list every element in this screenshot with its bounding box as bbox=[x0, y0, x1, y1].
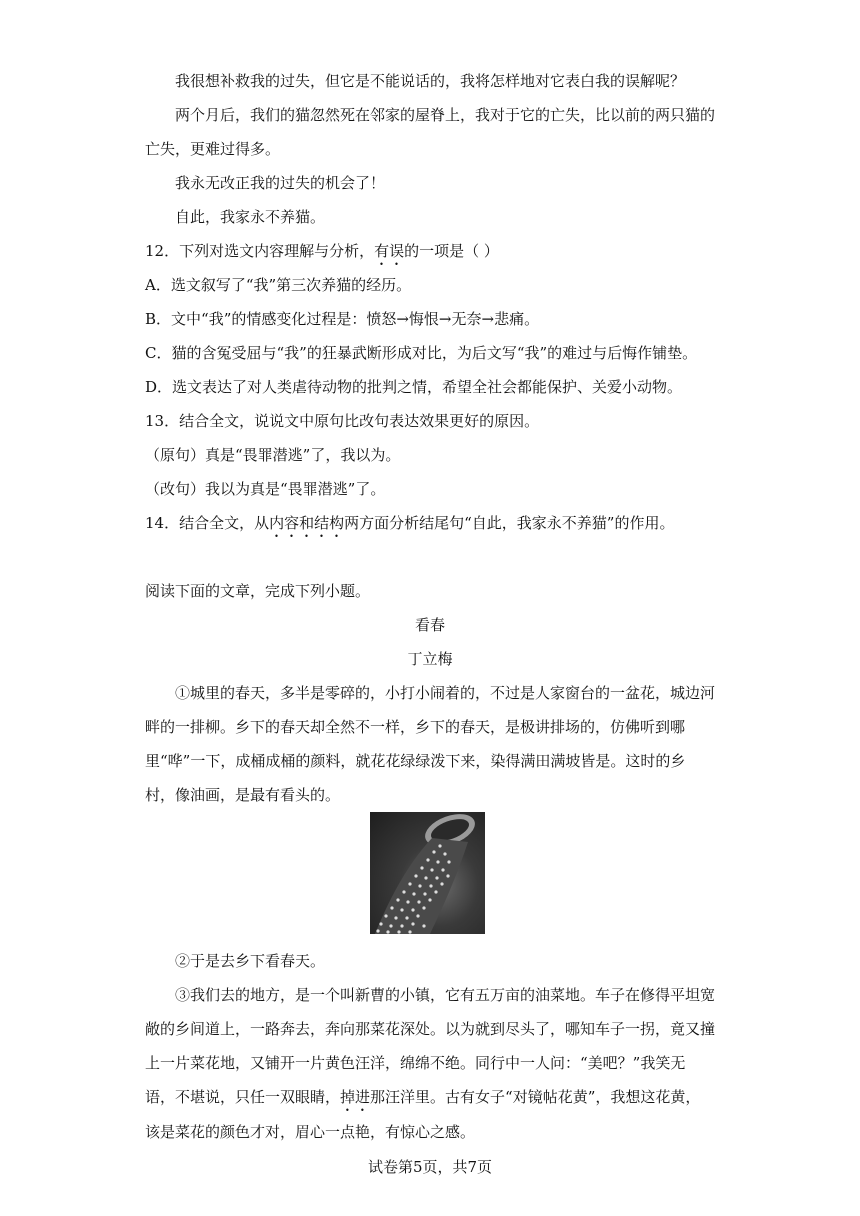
question-13-stem: 13．结合全文，说说文中原句比改句表达效果更好的原因。 bbox=[145, 412, 540, 430]
passage-paragraph: 自此，我家永不养猫。 bbox=[175, 208, 326, 226]
original-sentence: （原句）真是“畏罪潜逃”了，我以为。 bbox=[145, 446, 401, 464]
stem-text: 12．下列对选文内容理解与分析， bbox=[145, 242, 375, 260]
question-14-stem bbox=[145, 506, 715, 541]
passage-paragraph: 我永无改正我的过失的机会了！ bbox=[175, 174, 386, 192]
stem-text: 的一项是（ ） bbox=[404, 242, 499, 260]
article-title: 看春 bbox=[414, 616, 445, 634]
option-a: A．选文叙写了“我”第三次养猫的经历。 bbox=[145, 276, 412, 294]
option-b: B．文中“我”的情感变化过程是：愤怒→悔恨→无奈→悲痛。 bbox=[145, 310, 540, 328]
passage-paragraph: 两个月后，我们的猫忽然死在邻家的屋脊上，我对于它的亡失，比以前的两只猫的 bbox=[175, 106, 716, 124]
stem-text: 两方面分析结尾句“自此，我家永不养猫”的作用。 bbox=[344, 514, 675, 532]
article-paragraph-2: ②于是去乡下看春天。 bbox=[175, 952, 326, 970]
article-paragraph-3 bbox=[145, 978, 715, 1149]
article-author: 丁立梅 bbox=[407, 650, 453, 668]
photo-drawing bbox=[370, 812, 485, 934]
page-footer: 试卷第5页，共7页 bbox=[367, 1158, 493, 1176]
paragraph-text: ③我们去的地方，是一个叫新曹的小镇，它有五万亩的油菜地。车子在修得平坦宽敞的乡间道上，一路奔去，奔向那菜花深处。以为就到尽头了，哪知车子一拐，竟又撞上一片菜花地，又铺开一片黄色汪洋，绵绵不绝。同行中一人问：“美吧？”我笑无语，不堪说，只任一双眼睛， bbox=[145, 986, 716, 1106]
stem-text: 14．结合全文，从 bbox=[145, 514, 270, 532]
paragraph-text: 那汪洋里。古有女子“对镜帖花黄”，我想这花黄，该是菜花的颜色才对，眉心一点艳，有惊心之感。 bbox=[145, 1088, 701, 1141]
flowers-spilling-from-pot-photo bbox=[370, 812, 485, 934]
reading-intro: 阅读下面的文章，完成下列小题。 bbox=[145, 582, 371, 600]
article-paragraph-1: ①城里的春天，多半是零碎的，小打小闹着的，不过是人家窗台的一盆花，城边河畔的一排柳。乡下的春天却全然不一样，乡下的春天，是极讲排场的，仿佛听到哪里“哗”一下，成桶成桶的颜料，就花花绿绿泼下来，染得满田满坡皆是。这时的乡村，像油画，是最有看头的。 bbox=[145, 684, 716, 804]
emphasis-text: 内容和结构 bbox=[269, 514, 345, 532]
modified-sentence: （改句）我以为真是“畏罪潜逃”了。 bbox=[145, 480, 386, 498]
passage-paragraph: 我很想补救我的过失，但它是不能说话的，我将怎样地对它表白我的误解呢？ bbox=[175, 72, 686, 90]
option-c: C．猫的含冤受屈与“我”的狂暴武断形成对比，为后文写“我”的难过与后悔作铺垫。 bbox=[145, 344, 698, 362]
emphasis-text: 掉进 bbox=[340, 1088, 371, 1106]
option-d: D．选文表达了对人类虐待动物的批判之情，希望全社会都能保护、关爱小动物。 bbox=[145, 378, 683, 396]
emphasis-text: 有误 bbox=[374, 242, 405, 260]
question-12-stem bbox=[145, 234, 715, 269]
passage-paragraph-continued: 亡失，更难过得多。 bbox=[145, 140, 281, 158]
